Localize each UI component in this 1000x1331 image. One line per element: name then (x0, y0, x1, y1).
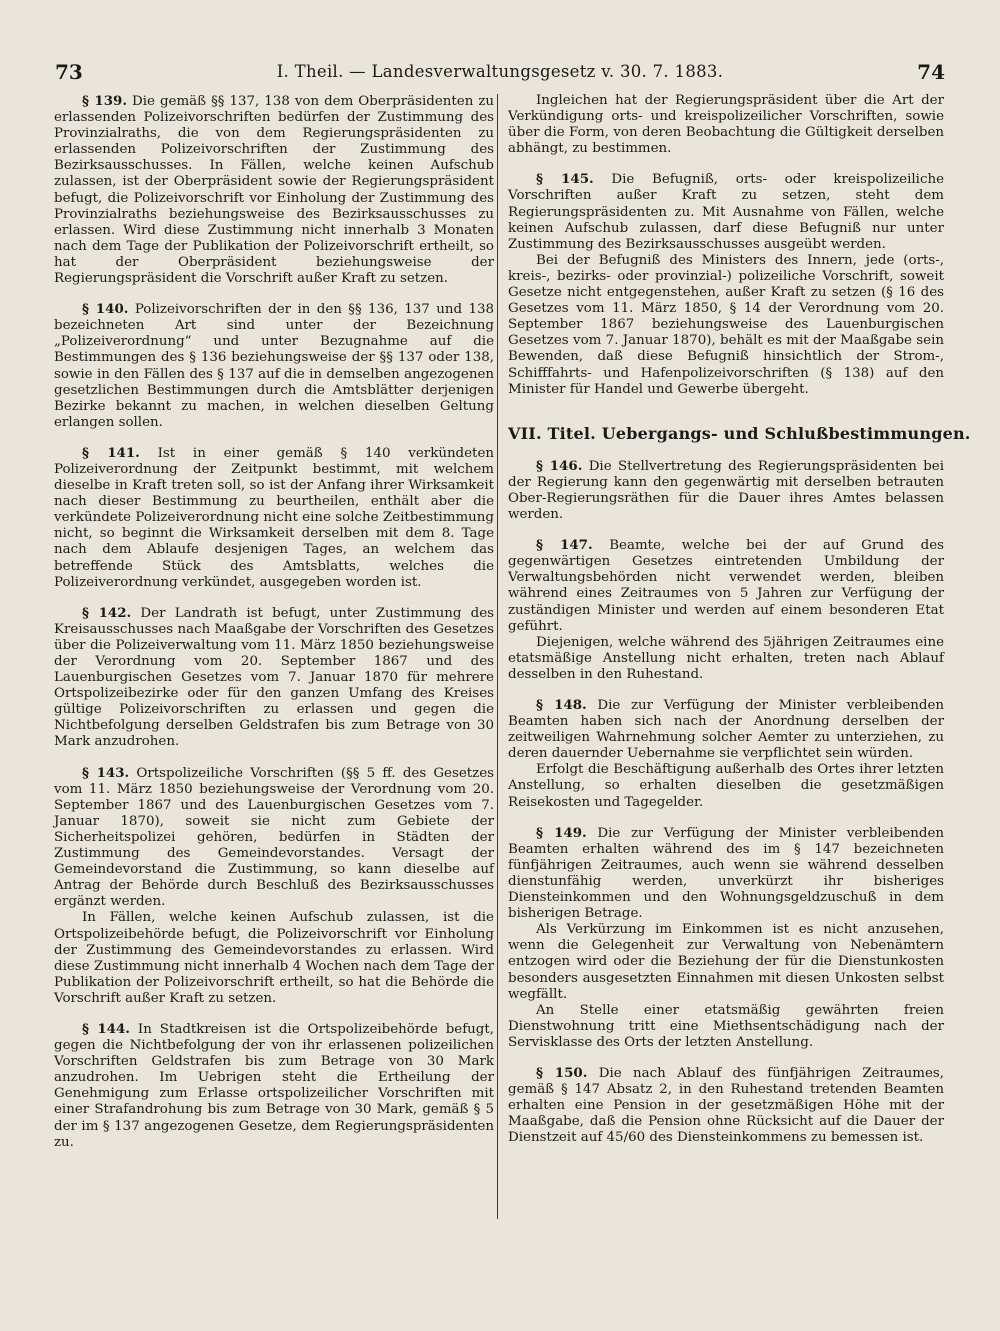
section-number: § 142. (82, 604, 132, 621)
section-number: § 146. (536, 457, 583, 474)
page-number-left: 73 (55, 60, 83, 84)
paragraph-143-second: In Fällen, welche keinen Aufschub zulassen, ist die Ortspolizeibehörde befugt, die Polizeivorschrift vor Einholung der Zustimmung des Gemeindevorstandes zu erlassen. Wird diese Zustimmung nicht innerhalb 4 Wochen nach dem Tage der Publikation der Polizeivorschrift ertheilt, so hat die Behörde die Vorschrift außer Kraft zu setzen. (54, 910, 494, 1006)
paragraph-150 (508, 1065, 944, 1146)
paragraph-140 (54, 301, 494, 431)
page-number-right: 74 (917, 60, 945, 84)
running-header (0, 60, 1000, 86)
left-column (54, 93, 494, 1151)
paragraph-146 (508, 458, 944, 523)
paragraph-text: Ortspolizeiliche Vorschriften (§§ 5 ff. des Gesetzes vom 11. März 1850 beziehungsweise der Verordnung vom 20. September 1867 und des Lauenburgischen Gesetzes vom 7. Januar 1870), soweit sie nicht zum Gebiete der Sicherheitspolizei gehören, bedürfen in Städten der Zustimmung des Gemeindevorstandes. Versagt der Gemeindevorstand die Zustimmung, so kann dieselbe auf Antrag der Behörde durch Beschluß des Bezirksausschusses ergänzt werden. (54, 765, 495, 910)
section-number: § 148. (536, 697, 587, 713)
column-divider (497, 94, 498, 1219)
paragraph-145-second: Bei der Befugniß des Ministers des Innern, jede (orts-, kreis-, bezirks- oder provinzial-) polizeiliche Vorschrift, soweit Gesetze nicht entgegenstehen, außer Kraft zu setzen (§ 16 des Gesetzes vom 11. März 1850, § 14 der Verordnung vom 20. September 1867 beziehungsweise des Lauenburgischen Gesetzes vom 7. Januar 1870), behält es mit der Maaßgabe sein Bewenden, daß diese Befugniß hinsichtlich der Strom-, Schifffahrts- und Hafenpolizeivorschriften (§ 138) auf den Minister für Handel und Gewerbe übergeht. (508, 252, 944, 397)
header-title: I. Theil. — Landesverwaltungsgesetz v. 30. 7. 1883. (276, 62, 724, 81)
paragraph-143 (54, 765, 494, 911)
paragraph-text: Die Stellvertretung des Regierungspräsidenten bei der Regierung kann den gegenwärtig mit derselben betrauten Ober-Regierungsräthen für die Dauer ihres Amtes belassen werden. (508, 458, 944, 523)
section-number: § 141. (82, 444, 140, 461)
paragraph-text: Polizeivorschriften der in den §§ 136, 137 und 138 bezeichneten Art sind unter der Bezeichnung „Polizeiverordnung“ und unter Bezugnahme auf die Bestimmungen des § 136 beziehungsweise der §§ 137 oder 138, sowie in den Fällen des § 137 auf die in demselben angezogenen gesetzlichen Bestimmungen durch die Amtsblätter derjenigen Bezirke bekannt zu machen, in welchen dieselben Geltung erlangen sollen. (54, 302, 494, 430)
paragraph-144 (54, 1021, 494, 1151)
section-number: § 150. (536, 1064, 588, 1081)
section-number: § 149. (536, 824, 587, 841)
paragraph-text: Der Landrath ist befugt, unter Zustimmung des Kreisausschusses nach Maaßgabe der Vorschriften des Gesetzes über die Polizeiverwaltung vom 11. März 1850 beziehungsweise der Verordnung vom 20. September 1867 und des Lauenburgischen Gesetzes vom 7. Januar 1870 für mehrere Ortspolizeibezirke oder für den ganzen Umfang des Kreises gültige Polizeivorschriften zu erlassen und gegen die Nichtbefolgung derselben Geldstrafen bis zum Betrage von 30 Mark anzudrohen. (54, 605, 494, 750)
paragraph-text: Beamte, welche bei der auf Grund des gegenwärtigen Gesetzes eintretenden Umbildung der Verwaltungsbehörden nicht verwendet werden, bleiben während eines Zeitraumes von 5 Jahren zur Verfügung der zuständigen Minister und werden auf einem besonderen Etat geführt. (508, 538, 944, 634)
paragraph-147 (508, 537, 944, 635)
paragraph-147-second: Diejenigen, welche während des 5jährigen Zeitraumes eine etatsmäßige Anstellung nicht erhalten, treten nach Ablauf desselben in den Ruhestand. (508, 634, 944, 682)
paragraph-144-continued: Ingleichen hat der Regierungspräsident über die Art der Verkündigung orts- und kreispolizeilicher Vorschriften, sowie über die Form, von deren Beobachtung die Gültigkeit derselben abhängt, zu bestimmen. (508, 93, 944, 157)
section-number: § 139. (82, 93, 128, 109)
paragraph-text: Die gemäß §§ 137, 138 von dem Oberpräsidenten zu erlassenden Polizeivorschriften bedürfen der Zustimmung des Provinzialraths, die von dem Regierungspräsidenten zu erlassenden Polizeivorschriften der Zustimmung des Bezirksausschusses. In Fällen, welche keinen Aufschub zulassen, ist der Oberpräsident sowie der Regierungspräsident befugt, die Polizeivorschrift vor Einholung der Zustimmung des Provinzialraths beziehungsweise des Bezirksausschusses zu erlassen. Wird diese Zustimmung nicht innerhalb 3 Monaten nach dem Tage der Publikation der Polizeivorschrift ertheilt, so hat der Oberpräsident beziehungsweise der Regierungspräsident die Vorschrift außer Kraft zu setzen. (54, 94, 494, 287)
paragraph-text: Ist in einer gemäß § 140 verkündeten Polizeiverordnung der Zeitpunkt bestimmt, mit welchem dieselbe in Kraft treten soll, so ist der Anfang ihrer Wirksamkeit nach dieser Bestimmung zu beurtheilen, enthält aber die verkündete Polizeiverordnung nicht eine solche Zeitbestimmung nicht, so beginnt die Wirksamkeit derselben mit dem 8. Tage nach dem Ablaufe desjenigen Tages, an welchem das betreffende Stück des Amtsblatts, welches die Polizeiverordnung verkündet, ausgegeben worden ist. (54, 445, 494, 590)
section-number: § 143. (82, 764, 130, 781)
right-column (508, 93, 971, 1146)
paragraph-text: In Stadtkreisen ist die Ortspolizeibehörde befugt, gegen die Nichtbefolgung der von ihr erlassenen polizeilichen Vorschriften Geldstrafen bis zum Betrage von 30 Mark anzudrohen. Im Uebrigen steht die Ertheilung der Genehmigung zum Erlasse ortspolizeilicher Vorschriften mit einer Strafandrohung bis zum Betrage von 30 Mark, gemäß § 5 der im § 137 angezogenen Gesetze, dem Regierungspräsidenten zu. (54, 1021, 494, 1150)
paragraph-141 (54, 445, 494, 591)
paragraph-text: Die Befugniß, orts- oder kreispolizeiliche Vorschriften außer Kraft zu setzen, steht dem Regierungspräsidenten zu. Mit Ausnahme von Fällen, welche keinen Aufschub zulassen, darf diese Befugniß nur unter Zustimmung des Bezirksausschusses ausgeübt werden. (508, 172, 944, 252)
section-title: VII. Titel. Uebergangs- und Schlußbestimmungen. (508, 423, 971, 443)
paragraph-text: Die nach Ablauf des fünfjährigen Zeitraumes, gemäß § 147 Absatz 2, in den Ruhestand tretenden Beamten erhalten eine Pension in der gesetzmäßigen Höhe mit der Maaßgabe, daß die Pension ohne Rücksicht auf die Dauer der Dienstzeit auf 45/60 des Diensteinkommens zu bemessen ist. (508, 1065, 944, 1146)
paragraph-148 (508, 697, 944, 762)
paragraph-139 (54, 93, 494, 287)
section-number: § 145. (536, 171, 594, 188)
section-number: § 140. (82, 301, 129, 318)
paragraph-text: Die zur Verfügung der Minister verbleibenden Beamten haben sich nach der Anordnung derselben der zeitweiligen Wahrnehmung solcher Aemter zu unterziehen, zu deren dauernder Uebernahme sie verpflichtet sein würden. (508, 698, 944, 762)
paragraph-149-second: Als Verkürzung im Einkommen ist es nicht anzusehen, wenn die Gelegenheit zur Verwaltung von Nebenämtern entzogen wird oder die Beziehung der für die Dienstunkosten besonders ausgesetzten Einnahmen mit diesen Unkosten selbst wegfällt. (508, 922, 944, 1002)
paragraph-148-second: Erfolgt die Beschäftigung außerhalb des Ortes ihrer letzten Anstellung, so erhalten dieselben die gesetzmäßigen Reisekosten und Tagegelder. (508, 762, 944, 810)
section-number: § 147. (536, 537, 593, 554)
section-number: § 144. (82, 1020, 130, 1037)
paragraph-149 (508, 825, 944, 923)
paragraph-149-third: An Stelle einer etatsmäßig gewährten freien Dienstwohnung tritt eine Miethsentschädigung nach der Servisklasse des Orts der letzten Anstellung. (508, 1002, 944, 1050)
paragraph-142 (54, 605, 494, 751)
paragraph-text: Die zur Verfügung der Minister verbleibenden Beamten erhalten während des im § 147 bezeichneten fünfjährigen Zeitraumes, auch wenn sie während desselben dienstunfähig werden, unverkürzt ihr bisheriges Diensteinkommen und den Wohnungsgeldzuschuß in dem bisherigen Betrage. (508, 825, 944, 922)
paragraph-145 (508, 171, 944, 252)
